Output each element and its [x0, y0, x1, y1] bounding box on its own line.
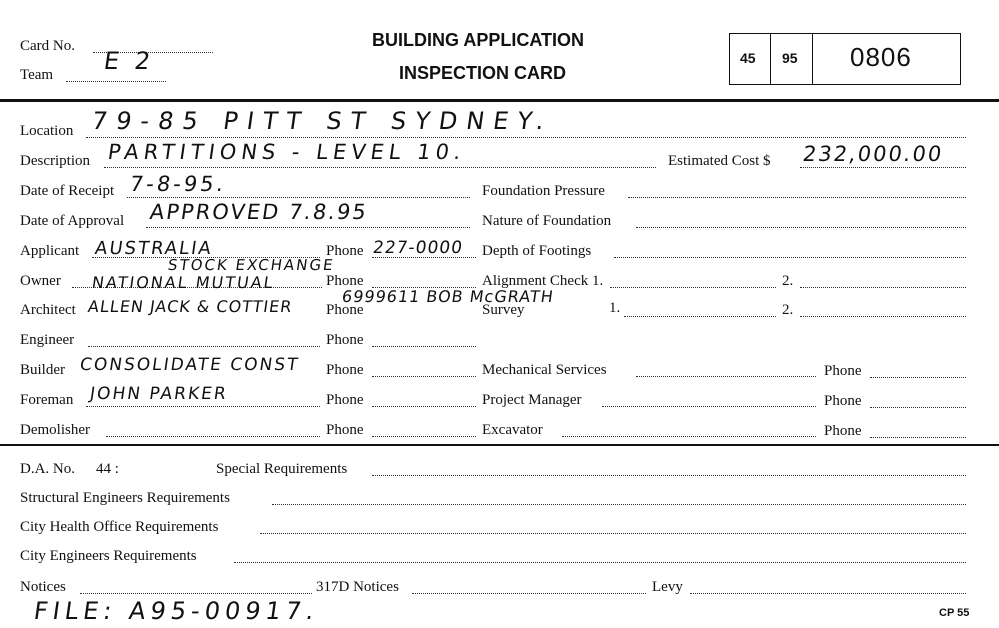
date-approval-label: Date of Approval: [20, 213, 125, 229]
foundation-pressure-label: Foundation Pressure: [482, 183, 605, 199]
mechanical-phone-label: Phone: [824, 363, 862, 379]
da-no-label: D.A. No.: [20, 461, 75, 477]
builder-value: CONSOLIDATE CONST: [78, 355, 301, 375]
title-line2: INSPECTION CARD: [399, 63, 567, 83]
demolisher-label: Demolisher: [20, 422, 90, 438]
project-manager-phone-label: Phone: [824, 393, 862, 409]
notices-317d-label: 317D Notices: [316, 579, 399, 595]
engineer-label: Engineer: [20, 332, 75, 348]
description-label: Description: [20, 153, 90, 169]
description-value: PARTITIONS - LEVEL 10.: [106, 140, 468, 164]
date-receipt-label: Date of Receipt: [20, 183, 115, 199]
location-label: Location: [20, 123, 74, 139]
applicant-label: Applicant: [20, 243, 80, 259]
excavator-label: Excavator: [482, 422, 543, 438]
architect-value: ALLEN JACK & COTTIER: [86, 297, 294, 316]
date-receipt-value: 7-8-95.: [128, 172, 228, 196]
team-label: Team: [20, 67, 54, 83]
file-value: FILE: A95-00917.: [32, 597, 321, 625]
da-no-value: 44 :: [96, 461, 119, 477]
applicant-value-1: AUSTRALIA: [93, 238, 215, 259]
mechanical-label: Mechanical Services: [482, 362, 607, 378]
demolisher-phone-label: Phone: [326, 422, 364, 438]
city-eng-label: City Engineers Requirements: [20, 548, 197, 564]
foreman-phone-label: Phone: [326, 392, 364, 408]
title-line1: BUILDING APPLICATION: [372, 30, 584, 50]
builder-label: Builder: [20, 362, 65, 378]
location-value: 79-85 PITT ST SYDNEY.: [90, 107, 555, 135]
depth-footings-label: Depth of Footings: [482, 243, 592, 259]
estimated-cost-label: Estimated Cost $: [668, 153, 771, 169]
box-45: 45: [740, 50, 756, 66]
team-line: [66, 81, 166, 82]
team-value: E 2: [102, 47, 157, 75]
alignment-2-label: 2.: [782, 273, 794, 289]
applicant-value-2: STOCK EXCHANGE: [166, 256, 336, 274]
applicant-phone-value: 227-0000: [371, 238, 465, 258]
date-approval-value: APPROVED 7.8.95: [148, 200, 370, 224]
survey-1-label: 1.: [609, 300, 621, 316]
box-95: 95: [782, 50, 798, 66]
notices-label: Notices: [20, 579, 66, 595]
survey-label: Survey: [482, 302, 525, 318]
owner-phone-label: Phone: [326, 273, 364, 289]
excavator-phone-label: Phone: [824, 423, 862, 439]
levy-label: Levy: [652, 579, 683, 595]
middle-rule: [0, 444, 999, 446]
structural-label: Structural Engineers Requirements: [20, 490, 230, 506]
health-label: City Health Office Requirements: [20, 519, 219, 535]
architect-label: Architect: [20, 302, 76, 318]
applicant-phone-label: Phone: [326, 243, 364, 259]
estimated-cost-value: 232,000.00: [801, 142, 945, 166]
box-0806: 0806: [850, 42, 912, 72]
cp-label: CP 55: [939, 607, 970, 619]
architect-phone-label: Phone: [326, 302, 364, 318]
project-manager-label: Project Manager: [482, 392, 582, 408]
special-req-label: Special Requirements: [216, 461, 348, 477]
nature-foundation-label: Nature of Foundation: [482, 213, 612, 229]
owner-label: Owner: [20, 273, 61, 289]
card-number-box: [729, 33, 961, 85]
survey-2-label: 2.: [782, 302, 794, 318]
foreman-value: JOHN PARKER: [88, 384, 230, 404]
foreman-label: Foreman: [20, 392, 74, 408]
architect-phone-value: 6999611 BOB McGRATH: [340, 287, 556, 306]
builder-phone-label: Phone: [326, 362, 364, 378]
engineer-phone-label: Phone: [326, 332, 364, 348]
top-rule: [0, 99, 999, 102]
card-no-label: Card No.: [20, 38, 75, 54]
alignment-check-label: Alignment Check 1.: [482, 273, 604, 289]
owner-value: NATIONAL MUTUAL: [90, 273, 276, 292]
